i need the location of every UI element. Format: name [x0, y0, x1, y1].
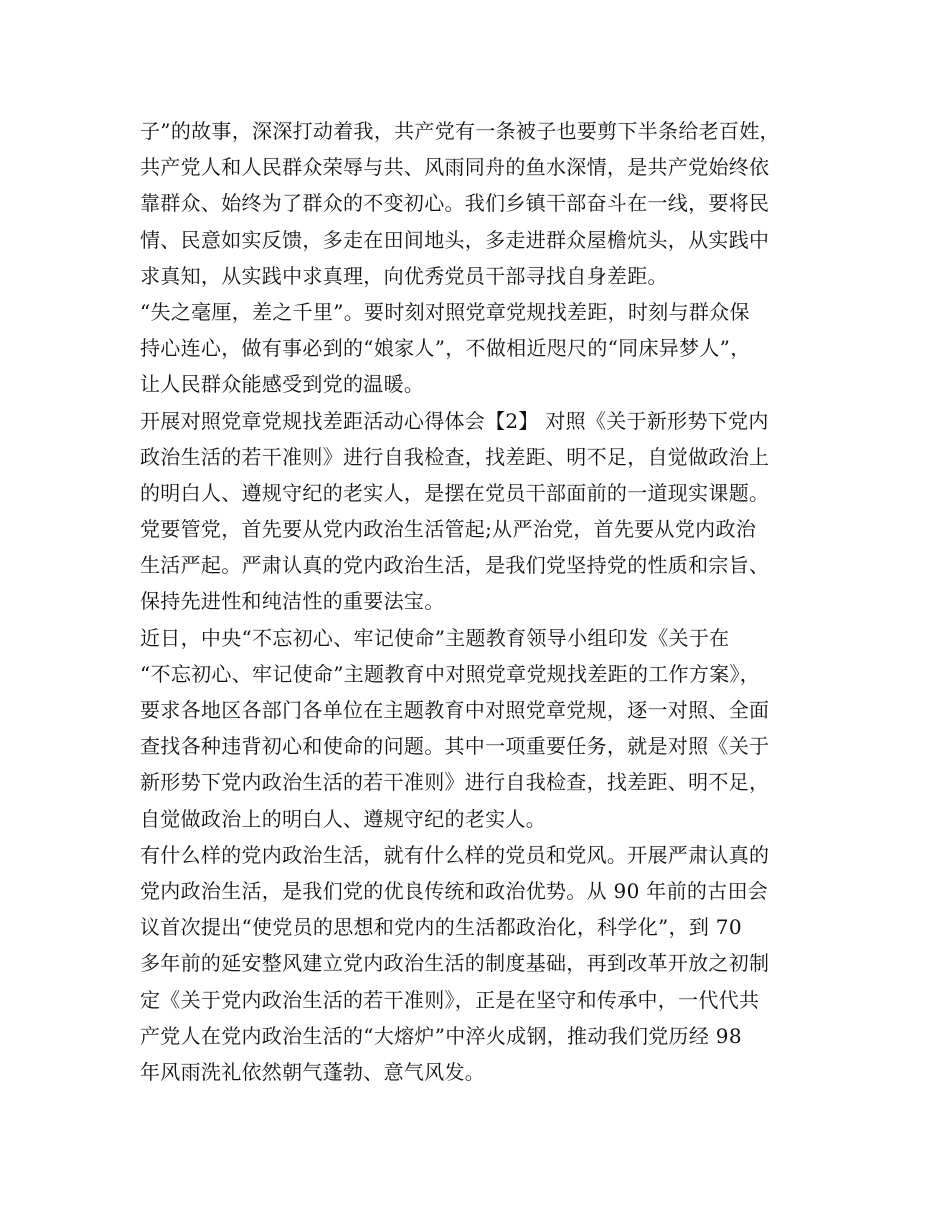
- text-line: 查找各种违背初心和使命的问题。其中一项重要任务，就是对照《关于: [140, 734, 770, 759]
- text-line: 情、民意如实反馈，多走在田间地头，多走进群众屋檐炕头，从实践中: [140, 227, 770, 252]
- text-line: 开展对照党章党规找差距活动心得体会【2】 对照《关于新形势下党内: [140, 408, 769, 433]
- text-line: 党内政治生活，是我们党的优良传统和政治优势。从 90 年前的古田会: [140, 878, 769, 903]
- text-line: 产党人在党内政治生活的“大熔炉”中淬火成钢，推动我们党历经 98: [140, 1023, 742, 1048]
- text-line: 子”的故事，深深打动着我，共产党有一条被子也要剪下半条给老百姓，: [140, 119, 780, 143]
- text-line: 定《关于党内政治生活的若干准则》，正是在坚守和传承中，一代代共: [140, 987, 760, 1012]
- text-line: 求真知，从实践中求真理，向优秀党员干部寻找自身差距。: [140, 263, 668, 288]
- text-line: 有什么样的党内政治生活，就有什么样的党员和党风。开展严肃认真的: [140, 842, 770, 867]
- text-line: 的明白人、遵规守纪的老实人，是摆在党员干部面前的一道现实课题。: [140, 480, 770, 505]
- text-line: 持心连心，做有事必到的“娘家人”，不做相近咫尺的“同床异梦人”，: [140, 336, 751, 361]
- text-line: 议首次提出“使党员的思想和党内的生活都政治化，科学化”，到 70: [140, 915, 742, 940]
- text-line: 年风雨洗礼依然朝气蓬勃、意气风发。: [140, 1059, 486, 1084]
- text-line: 让人民群众能感受到党的温暖。: [140, 372, 425, 397]
- text-line: 生活严起。严肃认真的党内政治生活，是我们党坚持党的性质和宗旨、: [140, 553, 770, 578]
- text-line: 多年前的延安整风建立党内政治生活的制度基础，再到改革开放之初制: [140, 951, 770, 976]
- text-line: 保持先进性和纯洁性的重要法宝。: [140, 589, 445, 614]
- text-line: 新形势下党内政治生活的若干准则》进行自我检查，找差距、明不足，: [140, 770, 770, 795]
- text-line: 近日，中央“不忘初心、牢记使命”主题教育领导小组印发《关于在: [140, 625, 730, 650]
- text-line: 共产党人和人民群众荣辱与共、风雨同舟的鱼水深情，是共产党始终依: [140, 155, 770, 180]
- text-line: “不忘初心、牢记使命”主题教育中对照党章党规找差距的工作方案》，: [140, 661, 761, 686]
- text-line: 政治生活的若干准则》进行自我检查，找差距、明不足，自觉做政治上: [140, 444, 770, 469]
- text-line: 自觉做政治上的明白人、遵规守纪的老实人。: [140, 806, 546, 831]
- document-body: [140, 113, 840, 1090]
- text-line: 靠群众、始终为了群众的不变初心。我们乡镇干部奋斗在一线，要将民: [140, 191, 770, 216]
- text-line: 要求各地区各部门各单位在主题教育中对照党章党规，逐一对照、全面: [140, 698, 770, 722]
- text-line: 党要管党，首先要从党内政治生活管起;从严治党，首先要从党内政治: [140, 517, 757, 542]
- text-line: “失之毫厘，差之千里”。要时刻对照党章党规找差距，时刻与群众保: [140, 299, 750, 324]
